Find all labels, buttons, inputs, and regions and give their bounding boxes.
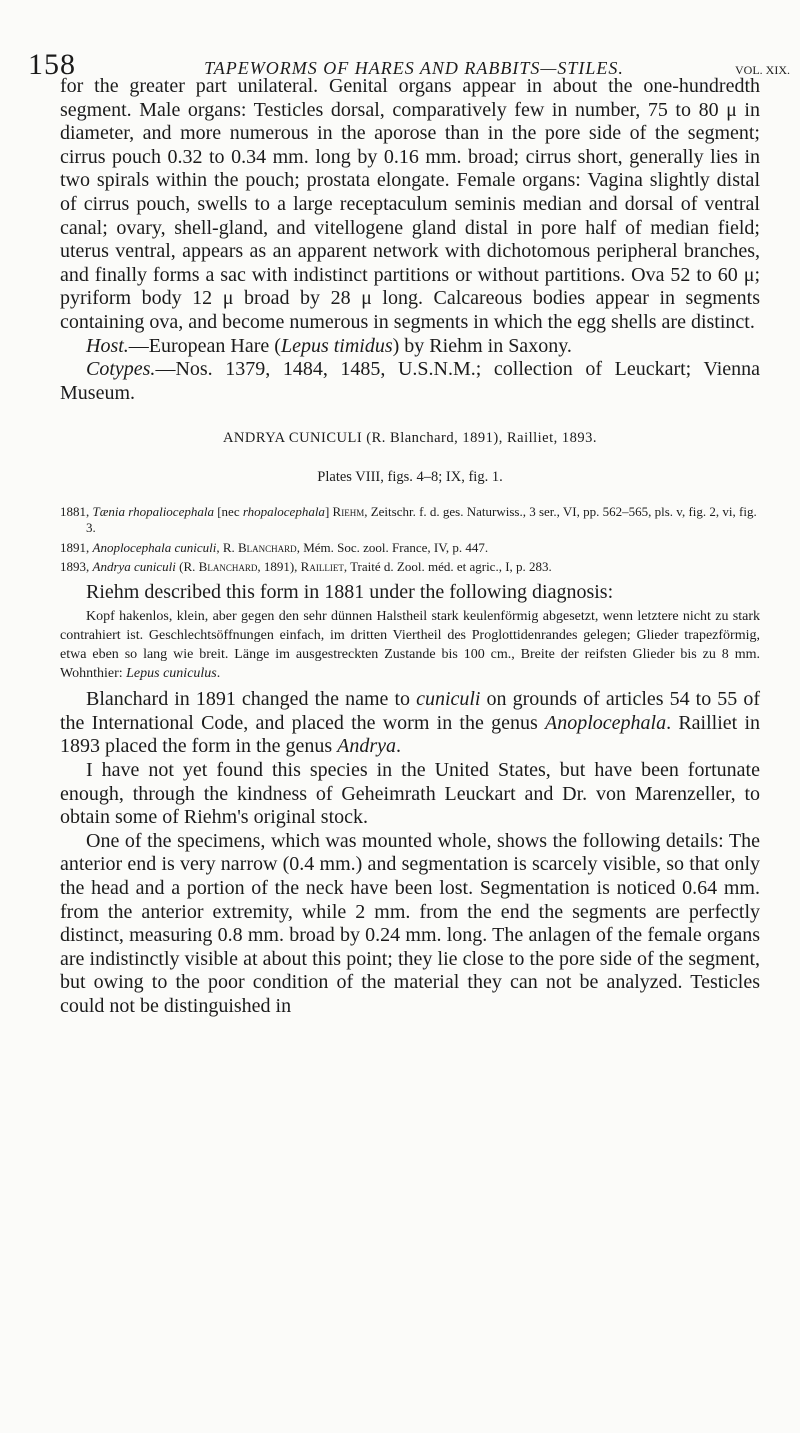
running-title: TAPEWORMS OF HARES AND RABBITS—STILES. — [204, 58, 624, 78]
diagnosis-host: Lepus cuniculus — [126, 666, 217, 682]
intro-paragraph: for the greater part unilateral. Genital organs appear in about the one-hundredth segment. Male organs: Testicles dorsal, comparatively few in number, 75 to 80 μ in diameter, and more numerous in the aporose than in the pore side of the segment; cirrus pouch 0.32 to 0.34 mm. long by 0.16 mm. broad; cirrus short, generally lies in two spirals within the pouch; prostata elongate. Female organs: Vagina slightly distal of cirrus pouch, swells to a large receptaculum seminis median and dorsal of ventral canal; ovary, shell-gland, and vitellogene gland distal in pore half of median field; uterus ventral, appears as an apparent network with dichotomous peripheral branches, and finally forms a sac with indistinct partitions or without partitions. Ova 52 to 60 μ; pyriform body 12 μ broad by 28 μ long. Calcareous bodies appear in segments containing ova, and become numerous in segments in which the egg shells are distinct. — [60, 75, 760, 333]
diagnosis-intro: Riehm described this form in 1881 under the following diagnosis: — [86, 580, 614, 603]
synonymy-entry: 1881, Tænia rhopaliocephala [nec rhopalocephala] Riehm, Zeitschr. f. d. ges. Naturwiss., 3 ser., VI, pp. 562–565, pls. v, fig. 2, vi, fig. 3. — [60, 504, 757, 535]
cotypes-text: —Nos. 1379, 1484, 1485, U.S.N.M.; collection of Leuckart; Vienna Museum. — [60, 358, 760, 404]
host-paragraph — [60, 335, 760, 359]
host-species: Lepus timidus — [280, 334, 393, 357]
cotypes-label: Cotypes. — [86, 358, 156, 381]
blanchard-paragraph: Blanchard in 1891 changed the name to cuniculi on grounds of articles 54 to 55 of the International Code, and placed the worm in the genus Anoplocephala. Railliet in 1893 placed the form in the genus Andrya. — [60, 688, 760, 758]
synonymy-list — [60, 504, 760, 574]
host-post: ) by Riehm in Saxony. — [392, 334, 572, 357]
cotypes-paragraph — [60, 358, 760, 405]
host-label: Host. — [86, 334, 129, 357]
found-paragraph: I have not yet found this species in the United States, but have been fortunate enough, through the kindness of Geheimrath Leuckart and Dr. von Marenzeller, to obtain some of Riehm's original stock. — [60, 759, 760, 829]
species-heading: ANDRYA CUNICULI (R. Blanchard, 1891), Railliet, 1893. — [222, 430, 598, 447]
host-pre: —European Hare ( — [128, 334, 281, 357]
specimens-paragraph: One of the specimens, which was mounted whole, shows the following details: The anterior end is very narrow (0.4 mm.) and segmentation is scarcely visible, so that only the head and a portion of the neck have been lost. Segmentation is noticed 0.64 mm. from the anterior extremity, while 2 mm. from the end the segments are perfectly distinct, measuring 0.8 mm. broad by 0.24 mm. long. The anlagen of the female organs are indistinctly visible at about this point; they lie close to the pore side of the segment, but owing to the poor condition of the material they can not be analyzed. Testicles could not be distinguished in — [60, 829, 760, 1017]
synonymy-entry: 1893, Andrya cuniculi (R. Blanchard, 1891), Railliet, Traité d. Zool. méd. et agric., I, p. 283. — [60, 559, 552, 575]
plates-line: Plates VIII, figs. 4–8; IX, fig. 1. — [317, 469, 503, 486]
volume-label: VOL. XIX. — [735, 63, 790, 77]
synonymy-entry: 1891, Anoplocephala cuniculi, R. Blanchard, Mém. Soc. zool. France, IV, p. 447. — [60, 539, 489, 555]
page-body — [60, 75, 760, 1019]
page-number: 158 — [28, 48, 76, 81]
diagnosis-german: Kopf hakenlos, klein, aber gegen den sehr dünnen Halstheil stark keulenförmig abgesetzt, wenn letztere nicht zu stark contrahiert ist. Geschlechtsöffnungen einfach, im dritten Viertheil des Proglottidenrandes gelegen; Glieder trapezförmig, etwa eben so lang wie breit. Länge im ausgestreckten Zustande bis 100 cm., Breite der reifsten Glieder bis zu 8 mm. Wohnthier: Lepus cuniculus. — [60, 609, 760, 682]
